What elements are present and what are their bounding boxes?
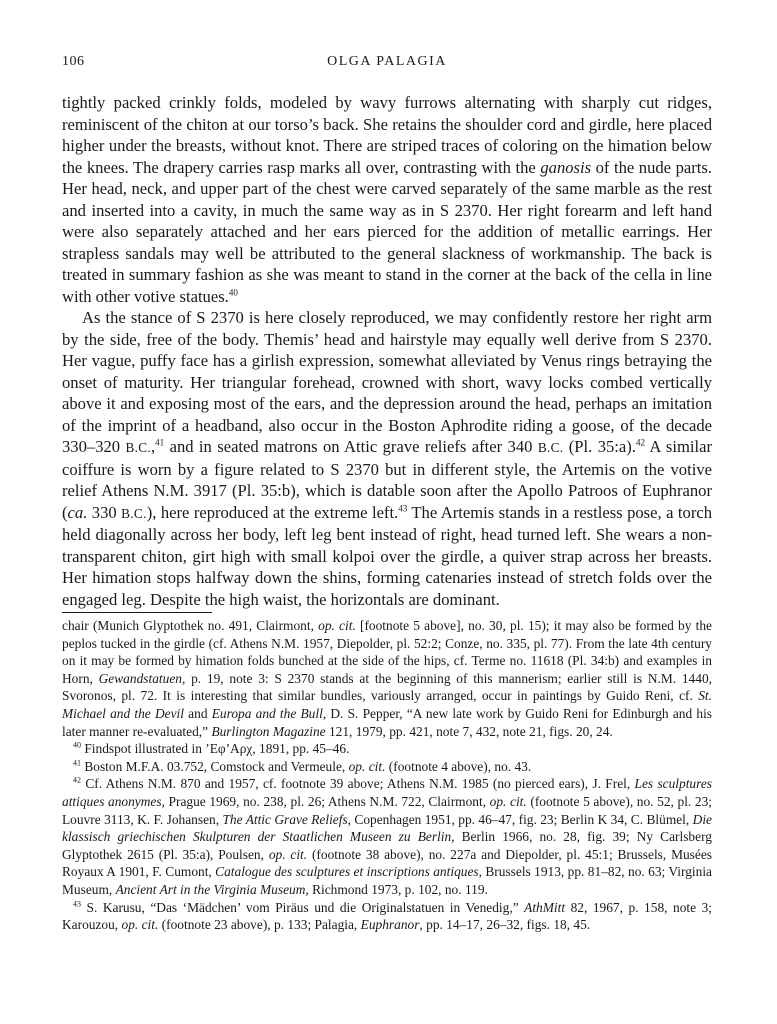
footnote-42: $^{42}$ Cf. Athens N.M. 870 and 1957, cf. footnote 39 above; Athens N.M. 1985 (no pierced ears), J. Frel, Les sculptures attiques anonymes, Prague 1969, no. 238, pl. 26; Athens N.M. 722, Clairmont, op. cit. (footnote 5 above), no. 52, pl. 23; Louvre 3113, K. F. Johansen, The Attic Grave Reliefs, Copenhagen 1951, pp. 46–47, fig. 23; Berlin K 34, C. Blümel, Die klassisch griechischen Skulpturen der Staatlichen Museen zu Berlin, Berlin 1966, no. 28, fig. 39; Ny Carlsberg Glyptothek 2615 (Pl. 35:a), Poulsen, op. cit. (footnote 38 above), no. 227a and Diepolder, pl. 45:1; Brussels, Musées Royaux A 1901, F. Cumont, Catalogue des sculptures et inscriptions antiques, Brussels 1913, pp. 81–82, no. 63; Virginia Museum, Ancient Art in the Virginia Museum, Richmond 1973, p. 102, no. 119. (62, 775, 712, 897)
footnote-41: $^{41}$ Boston M.F.A. 03.752, Comstock and Vermeule, op. cit. (footnote 4 above), no. 43. (73, 758, 532, 774)
footnote-40: $^{40}$ Findspot illustrated in ’Εφ’Αρχ, 1891, pp. 45–46. (73, 740, 350, 757)
footnote-ref-41[interactable]: 41 (155, 437, 165, 448)
body-paragraph-1: tightly packed crinkly folds, modeled by wavy furrows alternating with sharply cut ridges, reminiscent of the chiton at our torso’s back. She retains the shoulder cord and girdle, here placed higher under the breasts, without knot. There are striped traces of coloring on the himation below the knees. The drapery carries rasp marks all over, contrasting with the ganosis of the nude parts. Her head, neck, and upper part of the chest were carved separately of the same marble as the rest and inserted into a cavity, in much the same way as in S 2370. Her right forearm and left hand were also separately attached and her ears pierced for the addition of metallic earrings. Her strapless sandals may well be attributed to the general slackness of workmanship. The back is treated in summary fashion as she was meant to stand in the corner at the back of the cella in line with other votive statues.$^{40}$ (62, 93, 712, 306)
footnote-continuation: chair (Munich Glyptothek no. 491, Clairmont, op. cit. [footnote 5 above], no. 30, pl. 15); it may also be formed by the peplos tucked in the girdle (cf. Athens N.M. 1957, Diepolder, pl. 52:2; Conze, no. 335, pl. 77). From the late 4th century on it may be formed by himation folds bunched at the side of the hips, cf. Terme no. 11618 (Pl. 34:b) and examples in Horn, Gewandstatuen, p. 19, note 3: S 2370 stands at the beginning of this mannerism; earlier still is N.M. 1440, Svoronos, pl. 72. It is interesting that similar bundles, variously arranged, occur in paintings by Guido Reni, cf. St. Michael and the Devil and Europa and the Bull, D. S. Pepper, “A new late work by Guido Reni for Edinburgh and his later manner re-evaluated,” Burlington Magazine 121, 1979, pp. 421, note 7, 432, note 21, figs. 20, 24. (62, 618, 713, 739)
main-text (62, 92, 712, 610)
journal-page (62, 54, 712, 934)
footnote-43: $^{43}$ S. Karusu, “Das ‘Mädchen’ vom Piräus und die Originalstatuen in Venedig,” AthMitt 82, 1967, p. 158, note 3; Karouzou, op. cit. (footnote 23 above), p. 133; Palagia, Euphranor, pp. 14–17, 26–32, figs. 18, 45. (62, 899, 712, 933)
running-head (62, 54, 712, 76)
footnote-ref-42[interactable]: 42 (635, 437, 645, 448)
footnotes (62, 617, 712, 934)
page-number: 106 (62, 54, 85, 69)
footnote-ref-43[interactable]: 43 (398, 502, 408, 513)
footnote-ref-40[interactable]: 40 (228, 286, 238, 297)
body-paragraph-2: As the stance of S 2370 is here closely reproduced, we may confidently restore her right arm by the side, free of the body. Themis’ head and hairstyle may equally well derive from S 2370. Her vague, puffy face has a girlish expression, somewhat alleviated by Venus rings betraying the onset of maturity. Her triangular forehead, crowned with short, wavy locks combed vertically above it and exposing most of the ears, and the depression around the head, perhaps an imitation of the imprint of a headband, also occur in the Boston Aphrodite riding a goose, of the decade 330–320 B.C.,$^{41}$ and in seated matrons on Attic grave reliefs after 340 B.C. (Pl. 35:a).$^{42}$ A similar coiffure is worn by a figure related to S 2370 but in different style, the Artemis on the votive relief Athens N.M. 3917 (Pl. 35:b), which is datable soon after the Apollo Patroos of Euphranor (ca. 330 B.C.), here reproduced at the extreme left.$^{43}$ The Artemis stands in a restless pose, a torch held diagonally across her body, left leg bent instead of right, head turned left. She wears a non-transparent chiton, girt high with small kolpoi over the girdle, a quiver strap across her breasts. Her himation stops halfway down the shins, forming catenaries instead of stretch folds over the engaged leg. Despite the high waist, the horizontals are dominant. (62, 308, 713, 609)
footnote-divider (62, 612, 212, 613)
running-title: OLGA PALAGIA (327, 54, 447, 69)
